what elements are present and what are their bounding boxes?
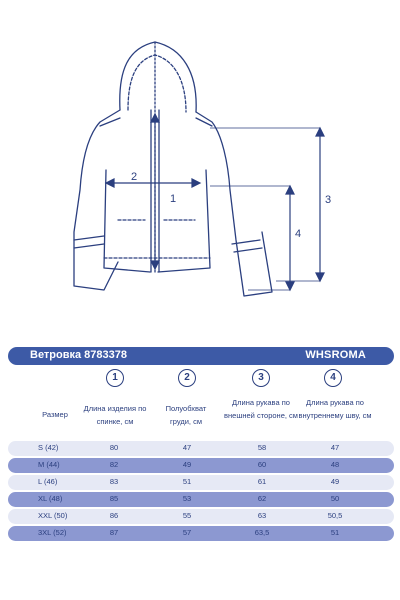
value-cell: 87	[109, 528, 119, 537]
value-cell: 80	[109, 443, 119, 452]
table-row	[8, 458, 394, 473]
table-row	[8, 526, 394, 541]
column-4-header: Длина рукава по внутреннему шву, см	[298, 398, 372, 420]
brand-name: WHSROMA	[305, 349, 366, 361]
value-cell: 50,5	[327, 511, 343, 520]
size-cell: M (44)	[38, 460, 60, 469]
size-cell: XL (48)	[38, 494, 63, 503]
value-cell: 62	[257, 494, 267, 503]
value-cell: 51	[182, 477, 192, 486]
title-bar	[8, 347, 394, 365]
value-cell: 85	[109, 494, 119, 503]
value-cell: 55	[182, 511, 192, 520]
value-cell: 60	[257, 460, 267, 469]
hood-outline	[120, 42, 196, 112]
table-row	[8, 509, 394, 524]
value-cell: 51	[330, 528, 340, 537]
value-cell: 58	[257, 443, 267, 452]
value-cell: 50	[330, 494, 340, 503]
size-header: Размер	[42, 410, 68, 419]
value-cell: 47	[330, 443, 340, 452]
table-row	[8, 492, 394, 507]
size-cell: L (46)	[38, 477, 58, 486]
size-cell: S (42)	[38, 443, 59, 452]
value-cell: 48	[330, 460, 340, 469]
column-4-number: 4	[324, 369, 342, 387]
column-1-number: 1	[106, 369, 124, 387]
product-title: Ветровка 8783378	[30, 349, 128, 361]
value-cell: 63	[257, 511, 267, 520]
column-2-header: Полуобхват груди, см	[165, 404, 207, 426]
size-cell: XXL (50)	[38, 511, 68, 520]
size-cell: 3XL (52)	[38, 528, 67, 537]
value-cell: 57	[182, 528, 192, 537]
value-cell: 83	[109, 477, 119, 486]
value-cell: 49	[182, 460, 192, 469]
value-cell: 61	[257, 477, 267, 486]
measure-1-label: 1	[170, 193, 177, 205]
column-2-number: 2	[178, 369, 196, 387]
measure-4-label: 4	[295, 228, 302, 240]
value-cell: 63,5	[254, 528, 270, 537]
table-row	[8, 475, 394, 490]
column-3-header: Длина рукава по внешней стороне, см	[224, 398, 298, 420]
measure-3-label: 3	[325, 194, 332, 206]
value-cell: 53	[182, 494, 192, 503]
table-row	[8, 441, 394, 456]
column-3-number: 3	[252, 369, 270, 387]
value-cell: 82	[109, 460, 119, 469]
column-1-header: Длина изделия по спинке, см	[83, 404, 147, 426]
measure-2-label: 2	[131, 171, 138, 183]
value-cell: 47	[182, 443, 192, 452]
value-cell: 86	[109, 511, 119, 520]
value-cell: 49	[330, 477, 340, 486]
